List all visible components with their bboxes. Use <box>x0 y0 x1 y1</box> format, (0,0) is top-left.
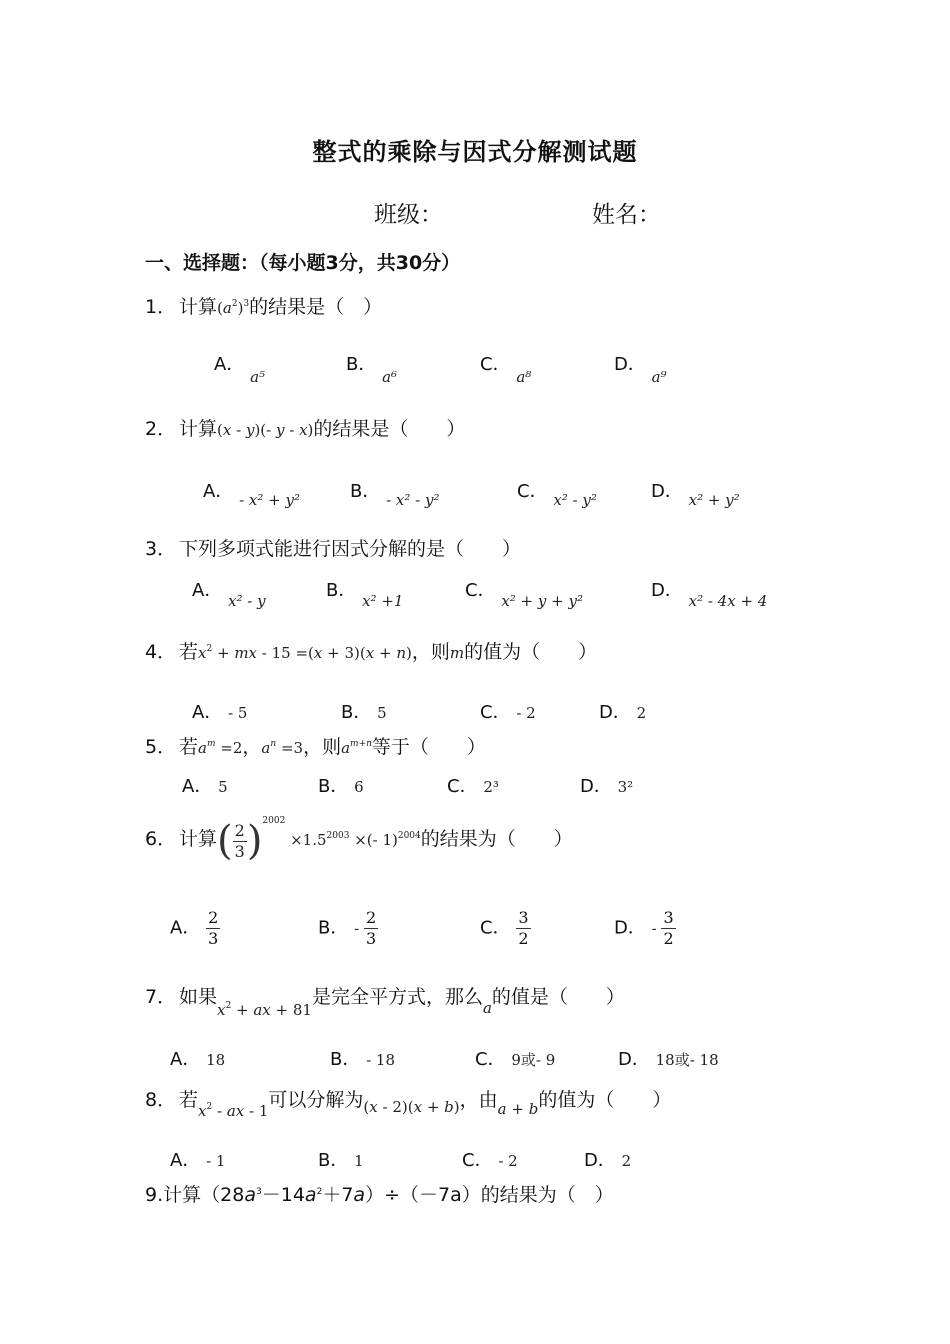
q4-option-d[interactable]: D． 2 <box>599 702 647 723</box>
q5-expression-2: $a^n =3$ <box>261 739 304 757</box>
q5-option-d[interactable]: D． 3² <box>580 776 634 797</box>
q7-option-b[interactable]: B． - 18 <box>330 1049 396 1070</box>
question-5: 5． 若$a^m =2$，$a^n =3$，则$a^{m+n}$等于（ ） <box>145 736 486 758</box>
name-label: 姓名： <box>592 202 661 228</box>
section-heading: 一、选择题：（每小题3分，共30分） <box>145 252 461 274</box>
q4-option-b[interactable]: B． 5 <box>341 702 387 723</box>
q9-expression: $28a^3-14a^2+7a$ <box>220 1184 366 1206</box>
q6-option-c[interactable]: C． $\frac{3}{2}$ <box>480 908 529 948</box>
q8-expression-1: x2 - ax - 1 <box>198 1102 269 1120</box>
q8-option-b[interactable]: B． 1 <box>318 1150 364 1171</box>
question-9: 9.计算$(28a^3-14a^2+7a)\div(-7a)$的结果为（ ） <box>145 1184 614 1206</box>
q1-expression: $(a^2)^3$ <box>217 299 250 317</box>
q2-option-b[interactable]: B． $_{- x^2 - y^2}$ <box>350 481 440 509</box>
q4-expression: $x^2$ + mx - 15 =(x + 3)(x + n) <box>198 644 412 662</box>
q3-option-c[interactable]: C． $_{x^2 + y + y^2}$ <box>465 580 583 610</box>
q4-option-a[interactable]: A． - 5 <box>192 702 248 723</box>
q2-option-d[interactable]: D． $_{x^2 + y^2}$ <box>651 481 740 509</box>
question-3: 3． 下列多项式能进行因式分解的是（ ） <box>145 538 522 560</box>
q4-option-c[interactable]: C． - 2 <box>480 702 536 723</box>
question-8: 8． 若$_{x^2 - ax - 1}$可以分解为$_{(x - 2)(x + b)}$，由$_{a + b}$的值为（ ） <box>145 1089 672 1120</box>
q8-option-a[interactable]: A． - 1 <box>170 1150 226 1171</box>
q6-option-d[interactable]: D． - $\frac{3}{2}$ <box>614 908 674 948</box>
q5-expression-3: $a^{m+n}$ <box>341 739 372 757</box>
q3-option-d[interactable]: D． $_{x^2 - 4x + 4}$ <box>651 580 768 610</box>
q5-option-b[interactable]: B． 6 <box>318 776 364 797</box>
q7-variable-a: a <box>482 999 492 1017</box>
question-2: 2． 计算(x - y)(- y - x)的结果是（ ） <box>145 418 466 440</box>
q2-expression: (x - y)(- y - x) <box>217 421 314 439</box>
q5-expression-1: $a^m =2$ <box>198 739 243 757</box>
q8-expression-2: (x - 2)(x + b) <box>363 1098 460 1116</box>
q1-option-a[interactable]: A． $_{a^5}$ <box>214 354 266 386</box>
q1-option-b[interactable]: B． $_{a^6}$ <box>346 354 398 386</box>
class-label: 班级： <box>374 202 443 228</box>
question-4: 4． 若$x^2$ + mx - 15 =(x + 3)(x + n)，则m的值为（ ） <box>145 641 598 663</box>
q6-option-b[interactable]: B． - $\frac{2}{3}$ <box>318 908 377 948</box>
q4-variable-m: m <box>449 644 465 662</box>
question-1: 1． 计算$(a^2)^3$的结果是（ ） <box>145 296 383 318</box>
q8-option-d[interactable]: D． 2 <box>584 1150 632 1171</box>
q3-option-b[interactable]: B． $_{x^2 +1}$ <box>326 580 404 610</box>
q2-option-c[interactable]: C． $_{x^2 - y^2}$ <box>517 481 597 509</box>
question-6: 6． 计算( $\frac{2}{3}$ )$^{2002} \times 1.5^{2003}$ ×(- 1)$^{2004}$的结果为（ ） <box>145 816 573 864</box>
q8-option-c[interactable]: C． - 2 <box>462 1150 518 1171</box>
page-title: 整式的乘除与因式分解测试题 <box>312 138 638 166</box>
q7-option-d[interactable]: D． 18或- 18 <box>618 1049 719 1070</box>
q6-expression: ( $\frac{2}{3}$ )$^{2002} \times 1.5^{2003}$ ×(- 1)$^{2004}$ <box>217 816 421 864</box>
q8-expression-3: a + b <box>497 1100 539 1118</box>
q1-option-d[interactable]: D． $_{a^9}$ <box>614 354 667 386</box>
q3-option-a[interactable]: A． $_{x^2 - y}$ <box>192 580 266 610</box>
q5-option-a[interactable]: A． 5 <box>182 776 228 797</box>
q5-option-c[interactable]: C． 2³ <box>447 776 499 797</box>
q7-option-c[interactable]: C． 9或- 9 <box>475 1049 556 1070</box>
q7-expression: x2 + ax + 81 <box>217 1001 312 1019</box>
q1-option-c[interactable]: C． $_{a^8}$ <box>480 354 532 386</box>
q2-option-a[interactable]: A． $_{- x^2 + y^2}$ <box>203 481 300 509</box>
q6-option-a[interactable]: A． $\frac{2}{3}$ <box>170 908 219 948</box>
q7-option-a[interactable]: A． 18 <box>170 1049 226 1070</box>
question-7: 7． 如果$_{x^2 + ax + 81}$是完全平方式，那么$_a$的值是（ ） <box>145 986 625 1019</box>
